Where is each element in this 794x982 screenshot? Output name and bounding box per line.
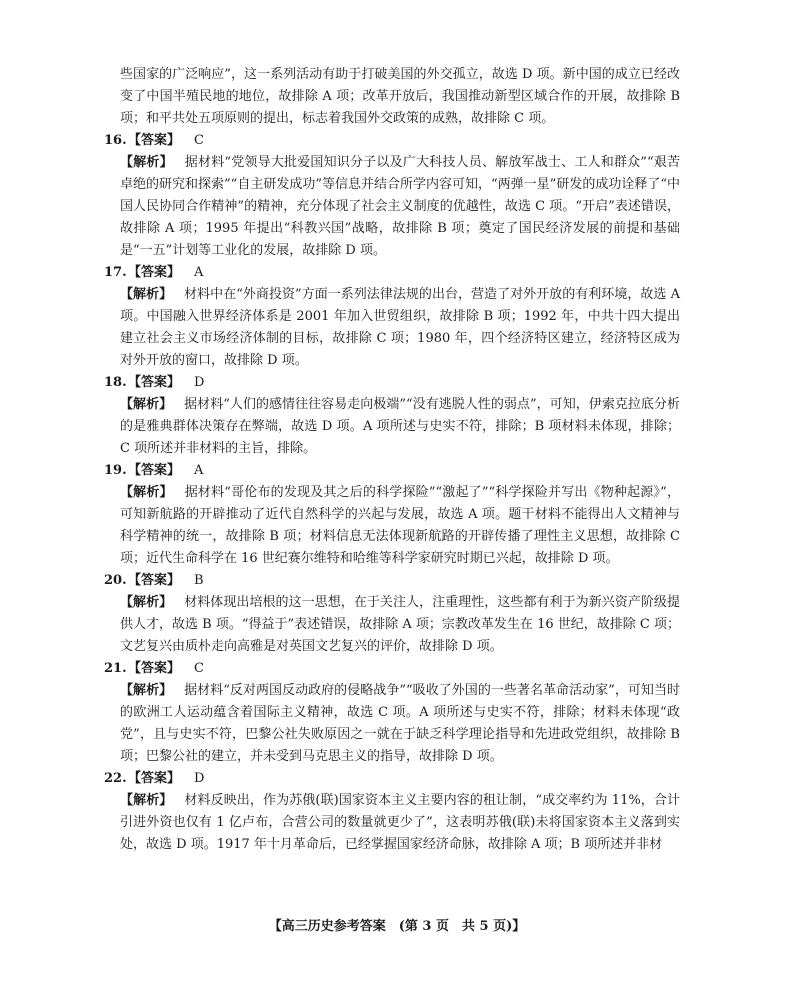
analysis-tag: 【解析】 <box>120 287 173 302</box>
answer-tag: 【答案】 <box>128 661 181 676</box>
analysis-tag: 【解析】 <box>120 397 173 412</box>
question-number: 22. <box>104 771 127 786</box>
answer-tag: 【答案】 <box>128 265 181 280</box>
answer-line <box>104 130 680 152</box>
answer-tag: 【答案】 <box>128 771 181 786</box>
intro-paragraph: 些国家的广泛响应”，这一系列活动有助于打破美国的外交孤立，故选 D 项。新中国的成立已经改变了中国半殖民地的地位，故排除 A 项；改革开放后，我国推动新型区域合作的开展，故排除 B 项；和平共处五项原则的提出，标志着我国外交政策的成熟，故排除 C 项。 <box>120 67 680 126</box>
answer-line <box>104 262 680 284</box>
answer-tag: 【答案】 <box>128 573 181 588</box>
answer-value: A <box>194 463 204 478</box>
analysis-text: 材料体现出培根的这一思想，在于关注人，注重理性，这些都有利于为新兴资产阶级提供人才，故选 B 项。“得益于”表述错误，故排除 A 项；宗教改革发生在 16 世纪，故排除 C 项；文艺复兴由质朴走向高雅是对英国文艺复兴的评价，故排除 D 项。 <box>120 595 681 654</box>
question-16 <box>104 130 680 262</box>
answer-line <box>104 768 680 790</box>
question-22 <box>104 768 680 856</box>
question-number: 19. <box>104 463 127 478</box>
question-number: 21. <box>104 661 127 676</box>
answer-value: D <box>194 771 205 786</box>
analysis-text: 据材料“哥伦布的发现及其之后的科学探险”“激起了”“科学探险并写出《物种起源》”，可知新航路的开辟推动了近代自然科学的兴起与发展，故选 A 项。题干材料不能得出人文精神与科学精神的统一，故排除 B 项；材料信息无法体现新航路的开辟传播了理性主义思想，故排除 C 项；近代生命科学在 16 世纪赛尔维特和哈维等科学家研究时期已兴起，故排除 D 项。 <box>120 485 680 566</box>
analysis-paragraph <box>120 790 680 856</box>
page-footer: 【高三历史参考答案 (第 3 页 共 5 页)】 <box>268 919 526 934</box>
answer-value: A <box>194 265 204 280</box>
analysis-paragraph <box>120 394 680 460</box>
question-20 <box>104 570 681 658</box>
answer-tag: 【答案】 <box>128 133 181 148</box>
analysis-tag: 【解析】 <box>120 683 173 698</box>
question-number: 17. <box>104 265 127 280</box>
question-21 <box>104 658 680 768</box>
analysis-paragraph <box>120 592 680 658</box>
analysis-text: 据材料“反对两国反动政府的侵略战争”“吸收了外国的一些著名革命活动家”，可知当时的欧洲工人运动蕴含着国际主义精神，故选 C 项。A 项所述与史实不符，排除；材料未体现“政党”，且与史实不符，巴黎公社失败原因之一就在于缺乏科学理论指导和先进政党组织，故排除 B 项；巴黎公社的建立，并未受到马克思主义的指导，故排除 D 项。 <box>120 683 680 764</box>
answer-line <box>104 658 680 680</box>
answer-key-content <box>104 64 681 856</box>
analysis-paragraph <box>120 482 680 570</box>
answer-line <box>104 570 680 592</box>
analysis-tag: 【解析】 <box>120 155 173 170</box>
analysis-paragraph <box>120 680 680 768</box>
analysis-text: 据材料“人们的感情往往容易走向极端”“没有逃脱人性的弱点”，可知，伊索克拉底分析的是雅典群体决策存在弊端，故选 D 项。A 项所述与史实不符，排除；B 项材料未体现，排除；C 项所述并非材料的主旨，排除。 <box>120 397 680 456</box>
answer-value: C <box>194 661 204 676</box>
analysis-text: 据材料“党领导大批爱国知识分子以及广大科技人员、解放军战士、工人和群众”“艰苦卓绝的研究和探索”“自主研发成功”等信息并结合所学内容可知，“两弹一星”研发的成功诠释了“中国人民协同合作精神”的精神，充分体现了社会主义制度的优越性，故选 C 项。“开启”表述错误，故排除 A 项；1995 年提出“科教兴国”战略，故排除 B 项；奠定了国民经济发展的前提和基础是“一五”计划等工业化的发展，故排除 D 项。 <box>120 155 680 258</box>
answer-value: D <box>194 375 205 390</box>
answer-value: C <box>194 133 204 148</box>
analysis-tag: 【解析】 <box>120 793 173 808</box>
analysis-text: 材料中在“外商投资”方面一系列法律法规的出台，营造了对外开放的有利环境，故选 A 项。中国融入世界经济体系是 2001 年加入世贸组织，故排除 B 项；1992 年，中共十四大提出建立社会主义市场经济体制的目标，故排除 C 项；1980 年，四个经济特区建立，经济特区成为对外开放的窗口，故排除 D 项。 <box>120 287 680 368</box>
question-18 <box>104 372 680 460</box>
answer-value: B <box>194 573 204 588</box>
question-number: 16. <box>104 133 127 148</box>
answer-tag: 【答案】 <box>128 375 181 390</box>
answer-tag: 【答案】 <box>128 463 181 478</box>
question-19 <box>104 460 680 570</box>
question-number: 20. <box>104 573 127 588</box>
analysis-tag: 【解析】 <box>120 485 173 500</box>
analysis-tag: 【解析】 <box>120 595 173 610</box>
analysis-text: 材料反映出，作为苏俄(联)国家资本主义主要内容的租让制，“成交率约为 11%，合计引进外资也仅有 1 亿卢布，合营公司的数量就更少了”，这表明苏俄(联)未将国家资本主义落到实处，故选 D 项。1917 年十月革命后，已经掌握国家经济命脉，故排除 A 项；B 项所述并非材 <box>120 793 680 852</box>
analysis-paragraph <box>120 152 680 262</box>
answer-line <box>104 372 680 394</box>
question-number: 18. <box>104 375 127 390</box>
analysis-paragraph <box>120 284 680 372</box>
question-17 <box>104 262 680 372</box>
answer-line <box>104 460 680 482</box>
